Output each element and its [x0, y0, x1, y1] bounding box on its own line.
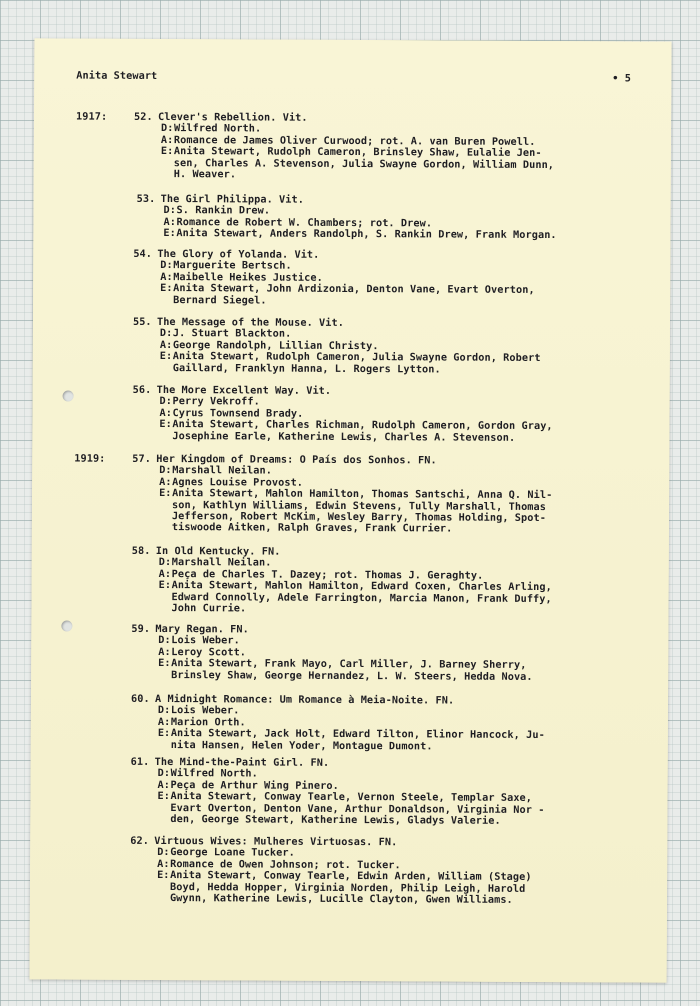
film-number: 54.: [133, 248, 153, 260]
credit-text: Wilfred North.: [170, 768, 258, 780]
credit-text: Marion Orth.: [170, 716, 246, 729]
film-number: 57.: [132, 453, 151, 465]
cast-continuation-line: [132, 430, 552, 444]
credit-text: Peça de Charles T. Dazey; rot. Thomas J. Geraghty.: [171, 568, 484, 582]
credit-label: E:: [157, 791, 170, 803]
credit-label: A:: [163, 216, 177, 228]
credit-label: D:: [163, 205, 177, 217]
credit-label: D:: [159, 396, 173, 408]
film-entry: [134, 112, 555, 183]
film-entry: [136, 194, 556, 242]
credit-label: E:: [157, 870, 170, 882]
film-number: 56.: [132, 384, 152, 396]
film-number: 62.: [130, 835, 149, 847]
credit-text: George Loane Tucker.: [170, 847, 295, 860]
credit-label: E:: [159, 351, 173, 363]
cast-continuation-line: [134, 169, 554, 183]
year-label: 1917:: [76, 111, 108, 123]
film-title: The Mind-the-Paint Girl. FN.: [154, 756, 330, 769]
credit-label: E:: [158, 580, 172, 592]
credit-text: S. Rankin Drew.: [176, 205, 271, 217]
film-title: The More Excellent Way. Vit.: [156, 384, 332, 397]
credit-label: D:: [160, 260, 173, 272]
credit-label: A:: [159, 476, 172, 488]
credit-text: H. Weaver.: [173, 169, 237, 181]
credit-text: Anita Stewart, Jack Holt, Edward Tilton, Elinor Hancock, Ju-: [170, 728, 545, 742]
credit-text: Anita Stewart, John Ardizonia, Denton Vane, Evart Overton,: [173, 283, 535, 297]
credit-text: Anita Stewart, Conway Tearle, Vernon Steele, Templar Saxe,: [170, 791, 533, 805]
film-entry: [130, 836, 532, 907]
credit-label: D:: [158, 635, 171, 647]
credit-label: A:: [159, 339, 173, 351]
credit-text: Gwynn, Katherine Lewis, Lucille Clayton, Gwen Williams.: [169, 893, 513, 906]
film-title: In Old Kentucky. FN.: [155, 545, 281, 558]
credit-label: A:: [157, 858, 170, 870]
credit-text: tiswoode Aitken, Ralph Graves, Frank Currier.: [171, 522, 453, 535]
credit-text: Jefferson, Robert McKim, Wesley Barry, Thomas Holding, Spot-: [171, 511, 547, 525]
page-number: • 5: [612, 73, 631, 85]
film-entry: [133, 249, 535, 308]
credit-text: Marguerite Bertsch.: [173, 260, 292, 273]
credit-text: Anita Stewart, Mahlon Hamilton, Edward Coxen, Charles Arling,: [171, 580, 552, 594]
credit-text: Romance de James Oliver Curwood; rot. A. van Buren Powell.: [173, 134, 536, 148]
film-number: 55.: [132, 316, 152, 328]
credit-label: E:: [160, 146, 174, 158]
film-entry: [131, 694, 545, 753]
credit-label: D:: [157, 705, 171, 717]
credit-label: A:: [158, 568, 172, 580]
credit-text: Romance de Owen Johnson; rot. Tucker.: [170, 858, 401, 872]
credit-text: Edward Connolly, Adele Farrington, Marcia Manon, Frank Duffy,: [171, 591, 552, 605]
film-number: 61.: [130, 756, 150, 768]
credit-text: den, George Stewart, Katherine Lewis, Gladys Valerie.: [170, 814, 501, 827]
credit-text: Anita Stewart, Conway Tearle, Edwin Arden, William (Stage): [170, 870, 532, 884]
cast-continuation-line: [133, 294, 535, 308]
credit-text: Anita Stewart, Anders Randolph, S. Rankin Drew, Frank Morgan.: [176, 228, 557, 242]
credit-text: Anita Stewart, Rudolph Cameron, Julia Swayne Gordon, Robert: [172, 351, 541, 365]
film-entry: [131, 624, 533, 683]
credit-text: nita Hansen, Helen Yoder, Montague Dumont.: [170, 739, 433, 753]
credit-label: E:: [159, 419, 172, 431]
film-title: The Message of the Mouse. Vit.: [156, 316, 345, 329]
credit-text: Peça de Arthur Wing Pinero.: [170, 779, 339, 792]
cast-continuation-line: [130, 893, 532, 907]
credit-label: E:: [159, 488, 172, 500]
film-entry: [131, 546, 552, 617]
credit-label: A:: [158, 646, 171, 658]
credit-label: D:: [159, 465, 172, 477]
credit-text: Josephine Earle, Katherine Lewis, Charles A. Stevenson.: [172, 430, 516, 444]
film-number: 60.: [130, 693, 150, 705]
credit-text: J. Stuart Blackton.: [172, 328, 292, 341]
punch-hole: [61, 620, 72, 631]
film-number: 52.: [134, 111, 153, 123]
credit-label: A:: [160, 134, 174, 146]
credit-text: Lois Weber.: [171, 635, 240, 647]
credit-text: Leroy Scott.: [171, 646, 247, 659]
credit-text: Anita Stewart, Frank Mayo, Carl Miller, J. Barney Sherry,: [171, 658, 527, 672]
credit-text: Boyd, Hedda Hopper, Virginia Norden, Philip Leigh, Harold: [169, 881, 526, 895]
credit-label: E:: [157, 728, 171, 740]
credit-text: Evart Overton, Denton Vane, Arthur Donaldson, Virginia Nor -: [170, 802, 545, 816]
credit-text: Cyrus Townsend Brady.: [172, 407, 304, 420]
film-number: 59.: [131, 623, 151, 635]
credit-text: son, Kathlyn Williams, Edwin Stevens, Tully Marshall, Thomas: [171, 499, 547, 513]
cast-continuation-line: [131, 669, 533, 683]
credit-label: A:: [159, 407, 173, 419]
credit-label: D:: [157, 768, 171, 780]
credit-text: Anita Stewart, Rudolph Cameron, Brinsley Shaw, Eulalie Jen-: [173, 146, 542, 160]
credit-text: Anita Stewart, Mahlon Hamilton, Thomas Santschi, Anna Q. Nil-: [172, 488, 553, 502]
credit-label: A:: [160, 271, 173, 283]
credit-text: sen, Charles A. Stevenson, Julia Swayne Gordon, William Dunn,: [173, 157, 555, 171]
film-entry: [133, 317, 541, 376]
credit-text: John Currie.: [171, 603, 247, 615]
film-title: The Girl Philippa. Vit.: [160, 194, 305, 206]
credit-text: Perry Vekroff.: [172, 396, 260, 408]
document-page: [30, 38, 672, 982]
page-header-name: Anita Stewart: [76, 70, 158, 82]
credit-label: D:: [159, 328, 173, 340]
credit-label: E:: [160, 283, 173, 295]
credit-text: Marshall Neilan.: [172, 465, 272, 477]
cast-continuation-line: [132, 522, 552, 536]
credit-text: Brinsley Shaw, George Hernandez, L. W. Steers, Hedda Nova.: [171, 669, 533, 683]
cast-continuation-line: [133, 362, 541, 376]
cast-continuation-line: [131, 739, 545, 753]
credit-label: A:: [157, 779, 171, 791]
credit-text: Gaillard, Franklyn Hanna, L. Rogers Lytton.: [172, 362, 441, 376]
credit-text: Anita Stewart, Charles Richman, Rudolph Cameron, Gordon Gray,: [172, 419, 553, 433]
punch-hole: [63, 390, 74, 401]
credit-label: D:: [158, 557, 172, 569]
film-title: Clever's Rebellion. Vit.: [158, 111, 308, 124]
credit-label: D:: [157, 847, 170, 859]
credit-text: Lois Weber.: [170, 705, 240, 717]
credit-label: E:: [163, 228, 176, 240]
credit-label: D:: [160, 123, 174, 135]
credit-text: Maibelle Heikes Justice.: [173, 271, 323, 284]
cast-continuation-line: [130, 814, 544, 828]
credit-text: Agnes Louise Provost.: [172, 476, 304, 489]
cast-continuation-line: [131, 603, 551, 617]
credit-text: George Randolph, Lillian Christy.: [172, 339, 379, 352]
credit-text: Romance de Robert W. Chambers; rot. Drew.: [176, 216, 433, 230]
credit-text: Marshall Neilan.: [171, 557, 272, 569]
film-title: A Midnight Romance: Um Romance à Meia-Noite. FN.: [154, 693, 455, 707]
credit-label: E:: [158, 658, 171, 670]
film-number: 58.: [131, 545, 151, 557]
credit-text: Wilfred North.: [173, 123, 262, 135]
film-number: 53.: [136, 193, 156, 205]
film-title: The Glory of Yolanda. Vit.: [157, 248, 320, 261]
film-title: Mary Regan. FN.: [155, 623, 249, 636]
film-entry: [132, 385, 553, 444]
year-label: 1919:: [74, 453, 106, 465]
film-entry: [130, 757, 544, 828]
credit-label: A:: [157, 716, 171, 728]
film-title: Virtuous Wives: Mulheres Virtuosas. FN.: [154, 835, 398, 849]
credit-text: Bernard Siegel.: [173, 294, 267, 307]
cast-line: [136, 228, 556, 242]
film-entry: [132, 454, 553, 536]
film-title: Her Kingdom of Dreams: O País dos Sonhos. FN.: [156, 453, 437, 467]
